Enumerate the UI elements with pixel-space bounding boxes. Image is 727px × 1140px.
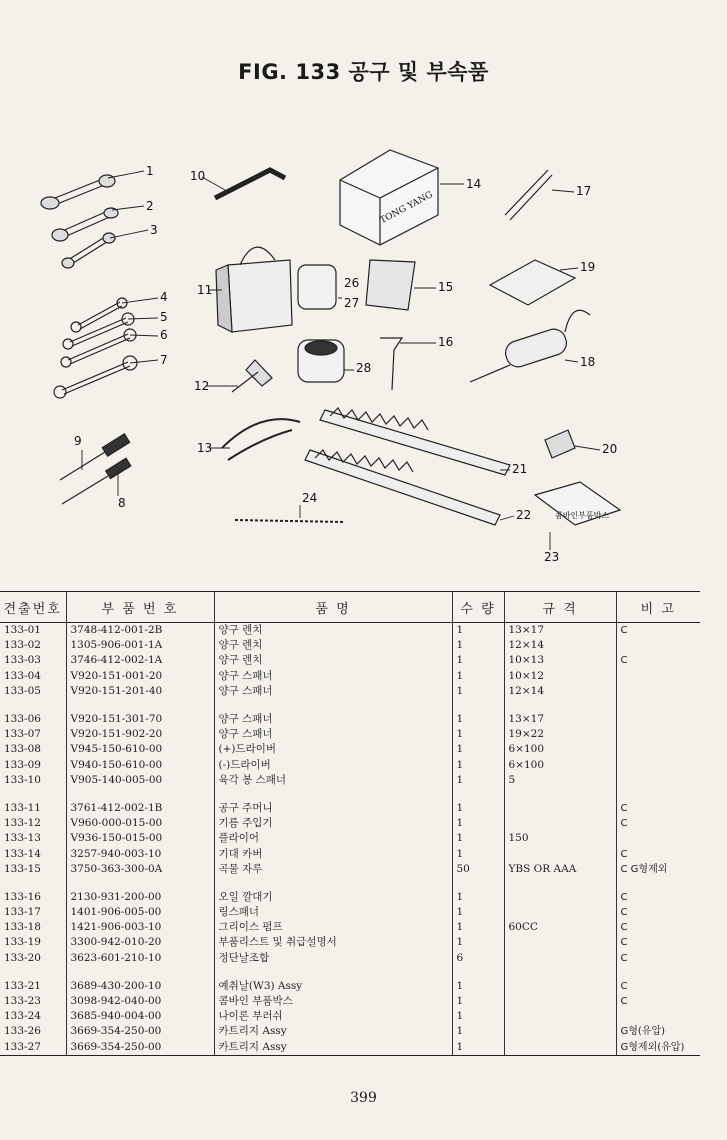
ref-no-cell: 133-17: [4, 906, 41, 919]
ref-no-cell: 133-19: [4, 936, 41, 949]
table-row: [0, 816, 700, 831]
part-no-cell: V936-150-015-00: [66, 831, 214, 846]
ref-no-cell: 133-06: [4, 713, 41, 726]
table-header-row: [0, 592, 700, 623]
table-row: [0, 1009, 700, 1024]
qty-cell: 1: [452, 712, 504, 727]
table-row: [0, 801, 700, 816]
svg-text:17: 17: [576, 184, 592, 198]
part-no-cell: V940-150-610-00: [66, 758, 214, 773]
svg-text:15: 15: [438, 280, 454, 294]
svg-text:5: 5: [160, 310, 168, 324]
spec-cell: 150: [504, 831, 616, 846]
part-name-cell: 공구 주머니: [214, 801, 452, 816]
remarks-cell: [616, 758, 700, 773]
spec-cell: [504, 951, 616, 966]
part-no-cell: 3669-354-250-00: [66, 1040, 214, 1056]
exploded-parts-diagram: [0, 120, 727, 580]
svg-text:27: 27: [344, 296, 360, 310]
spec-cell: 6×100: [504, 742, 616, 757]
col-part-name: 품 명: [214, 592, 452, 623]
svg-text:8: 8: [118, 496, 126, 510]
parts-table: [0, 591, 700, 1056]
part-no-cell: 2130-931-200-00: [66, 890, 214, 905]
part-name-cell: 양구 스패너: [214, 669, 452, 684]
ref-no-cell: 133-11: [4, 801, 41, 814]
part-name-cell: 예취날(W3) Assy: [214, 979, 452, 994]
ref-no-cell: 133-16: [4, 890, 41, 903]
qty-cell: 1: [452, 773, 504, 788]
part-name-cell: 그리이스 펌프: [214, 920, 452, 935]
part-no-cell: 3750-363-300-0A: [66, 862, 214, 877]
col-qty: 수 량: [452, 592, 504, 623]
part-no-cell: V920-151-301-70: [66, 712, 214, 727]
table-row: [0, 623, 700, 639]
part-name-cell: 양구 렌치: [214, 653, 452, 668]
remarks-cell: G형제외(유압): [616, 1040, 700, 1056]
remarks-cell: [616, 773, 700, 788]
table-row: [0, 1040, 700, 1056]
spec-cell: 10×13: [504, 653, 616, 668]
remarks-cell: C: [616, 951, 700, 966]
table-row: [0, 684, 700, 699]
svg-text:13: 13: [197, 441, 213, 455]
part-name-cell: 육각 봉 스패너: [214, 773, 452, 788]
svg-text:16: 16: [438, 335, 454, 349]
remarks-cell: [616, 1009, 700, 1024]
ref-no-cell: 133-10: [4, 773, 41, 786]
svg-text:10: 10: [190, 169, 206, 183]
part-no-cell: 3300-942-010-20: [66, 935, 214, 950]
ref-no-cell: 133-14: [4, 847, 41, 860]
spec-cell: 6×100: [504, 758, 616, 773]
svg-text:20: 20: [602, 442, 618, 456]
qty-cell: 50: [452, 862, 504, 877]
qty-cell: 1: [452, 1024, 504, 1039]
spec-cell: [504, 1024, 616, 1039]
col-ref-no: 견출번호: [0, 592, 66, 623]
spec-cell: 19×22: [504, 727, 616, 742]
qty-cell: 1: [452, 801, 504, 816]
table-row: [0, 1024, 700, 1039]
remarks-cell: [616, 669, 700, 684]
part-no-cell: 3748-412-001-2B: [66, 623, 214, 639]
svg-text:22: 22: [516, 508, 532, 522]
table-row: [0, 935, 700, 950]
part-name-cell: 콤바인 부품박스: [214, 994, 452, 1009]
svg-text:2: 2: [146, 199, 154, 213]
spec-cell: [504, 890, 616, 905]
group-spacer: [0, 788, 700, 801]
table-row: [0, 638, 700, 653]
parts-illustration: [0, 120, 727, 580]
grain-bag-icon: [366, 260, 415, 310]
qty-cell: 1: [452, 758, 504, 773]
svg-text:12: 12: [194, 379, 210, 393]
table-row: [0, 742, 700, 757]
part-name-cell: 정단날조합: [214, 951, 452, 966]
svg-text:1: 1: [146, 164, 154, 178]
part-name-cell: 양구 스패너: [214, 712, 452, 727]
part-no-cell: V905-140-005-00: [66, 773, 214, 788]
pouch-label: 콤바인부품박스: [555, 511, 610, 520]
table-row: [0, 994, 700, 1009]
qty-cell: 1: [452, 846, 504, 861]
qty-cell: 1: [452, 684, 504, 699]
ref-no-cell: 133-01: [4, 624, 41, 637]
qty-cell: 1: [452, 890, 504, 905]
part-name-cell: 카트리지 Assy: [214, 1040, 452, 1056]
qty-cell: 1: [452, 1009, 504, 1024]
ref-no-cell: 133-04: [4, 669, 41, 682]
ref-no-cell: 133-12: [4, 817, 41, 830]
qty-cell: 1: [452, 935, 504, 950]
qty-cell: 1: [452, 920, 504, 935]
table-row: [0, 862, 700, 877]
group-spacer: [0, 699, 700, 712]
hex-key-icon: [215, 170, 285, 198]
part-no-cell: 3685-940-004-00: [66, 1009, 214, 1024]
box-wrench-icons: [41, 175, 118, 268]
spec-cell: [504, 905, 616, 920]
part-no-cell: 3623-601-210-10: [66, 951, 214, 966]
spec-cell: [504, 846, 616, 861]
remarks-cell: [616, 727, 700, 742]
svg-text:3: 3: [150, 223, 158, 237]
ref-no-cell: 133-18: [4, 921, 41, 934]
table-row: [0, 951, 700, 966]
part-no-cell: V920-151-902-20: [66, 727, 214, 742]
qty-cell: 6: [452, 951, 504, 966]
remarks-cell: [616, 831, 700, 846]
svg-text:21: 21: [512, 462, 528, 476]
svg-text:24: 24: [302, 491, 318, 505]
ref-no-cell: 133-23: [4, 995, 41, 1008]
part-name-cell: 양구 스패너: [214, 727, 452, 742]
part-no-cell: 1421-906-003-10: [66, 920, 214, 935]
table-row: [0, 831, 700, 846]
part-no-cell: V960-000-015-00: [66, 816, 214, 831]
qty-cell: 1: [452, 669, 504, 684]
part-name-cell: 기름 주입기: [214, 816, 452, 831]
qty-cell: 1: [452, 994, 504, 1009]
part-no-cell: 1401-906-005-00: [66, 905, 214, 920]
ring-spanner-icon: [505, 170, 552, 220]
open-spanner-icons: [54, 298, 137, 398]
funnel-icon: [380, 338, 402, 390]
part-name-cell: 플라이어: [214, 831, 452, 846]
part-name-cell: 링스패너: [214, 905, 452, 920]
cutter-bar-icons: [305, 408, 510, 525]
table-row: [0, 712, 700, 727]
spec-cell: 13×17: [504, 712, 616, 727]
remarks-cell: C: [616, 816, 700, 831]
part-name-cell: 곡물 자루: [214, 862, 452, 877]
ref-no-cell: 133-02: [4, 639, 41, 652]
spec-cell: [504, 935, 616, 950]
qty-cell: 1: [452, 905, 504, 920]
qty-cell: 1: [452, 653, 504, 668]
ref-no-cell: 133-27: [0, 1040, 66, 1056]
part-no-cell: 3257-940-003-10: [66, 846, 214, 861]
spec-cell: 12×14: [504, 638, 616, 653]
svg-text:18: 18: [580, 355, 596, 369]
part-name-cell: 기대 카버: [214, 846, 452, 861]
spec-cell: 60CC: [504, 920, 616, 935]
remarks-cell: C: [616, 623, 700, 639]
oiler-icon: [232, 360, 272, 392]
ref-no-cell: 133-20: [4, 951, 41, 964]
part-name-cell: 나이론 부러쉬: [214, 1009, 452, 1024]
remarks-cell: C G형제외: [616, 862, 700, 877]
remarks-cell: G형(유압): [616, 1024, 700, 1039]
svg-text:19: 19: [580, 260, 596, 274]
screwdriver-icons: [60, 434, 131, 504]
qty-cell: 1: [452, 623, 504, 639]
ref-no-cell: 133-07: [4, 728, 41, 741]
part-name-cell: (+)드라이버: [214, 742, 452, 757]
box-label: TONG YANG: [378, 190, 435, 227]
remarks-cell: C: [616, 905, 700, 920]
part-no-cell: V920-151-201-40: [66, 684, 214, 699]
spec-cell: YBS OR AAA: [504, 862, 616, 877]
part-no-cell: 3098-942-040-00: [66, 994, 214, 1009]
spec-cell: [504, 1040, 616, 1056]
part-no-cell: 3746-412-002-1A: [66, 653, 214, 668]
svg-text:4: 4: [160, 290, 168, 304]
part-name-cell: 양구 렌치: [214, 623, 452, 639]
figure-title: FIG. 133 공구 및 부속품: [238, 60, 489, 84]
part-name-cell: 양구 렌치: [214, 638, 452, 653]
part-no-cell: V945-150-610-00: [66, 742, 214, 757]
remarks-cell: C: [616, 653, 700, 668]
qty-cell: 1: [452, 979, 504, 994]
remarks-cell: C: [616, 994, 700, 1009]
spec-cell: [504, 801, 616, 816]
tool-bag-icon: [216, 247, 292, 332]
svg-text:26: 26: [344, 276, 360, 290]
part-no-cell: V920-151-001-20: [66, 669, 214, 684]
part-no-cell: 3689-430-200-10: [66, 979, 214, 994]
ref-no-cell: 133-13: [4, 832, 41, 845]
svg-text:28: 28: [356, 361, 372, 375]
table-row: [0, 890, 700, 905]
table-row: [0, 669, 700, 684]
svg-text:14: 14: [466, 177, 482, 191]
ref-no-cell: 133-09: [4, 758, 41, 771]
spec-cell: [504, 816, 616, 831]
manual-icon: [490, 260, 575, 305]
table-row: [0, 727, 700, 742]
spec-cell: 12×14: [504, 684, 616, 699]
remarks-cell: C: [616, 979, 700, 994]
remarks-cell: [616, 742, 700, 757]
qty-cell: 1: [452, 831, 504, 846]
remarks-cell: C: [616, 890, 700, 905]
remarks-cell: [616, 684, 700, 699]
spec-cell: 13×17: [504, 623, 616, 639]
remarks-cell: C: [616, 920, 700, 935]
qty-cell: 1: [452, 727, 504, 742]
table-row: [0, 920, 700, 935]
remarks-cell: [616, 712, 700, 727]
part-name-cell: 카트리지 Assy: [214, 1024, 452, 1039]
qty-cell: 1: [452, 1040, 504, 1056]
table-row: [0, 758, 700, 773]
remarks-cell: C: [616, 846, 700, 861]
grease-pump-icon: [470, 310, 590, 382]
col-remarks: 비 고: [616, 592, 700, 623]
svg-text:9: 9: [74, 434, 82, 448]
group-spacer: [0, 877, 700, 890]
group-spacer: [0, 966, 700, 979]
svg-text:11: 11: [197, 283, 213, 297]
spec-cell: [504, 1009, 616, 1024]
knife-section-icon: [545, 430, 575, 458]
spec-cell: [504, 994, 616, 1009]
part-no-cell: 3669-354-250-00: [66, 1024, 214, 1039]
part-name-cell: (-)드라이버: [214, 758, 452, 773]
parts-pouch-icon: [535, 482, 620, 525]
remarks-cell: [616, 638, 700, 653]
part-no-cell: 3761-412-002-1B: [66, 801, 214, 816]
svg-text:23: 23: [544, 550, 560, 564]
table-row: [0, 846, 700, 861]
svg-text:6: 6: [160, 328, 168, 342]
spec-cell: [504, 979, 616, 994]
col-part-no: 부 품 번 호: [66, 592, 214, 623]
ref-no-cell: 133-03: [4, 654, 41, 667]
ref-no-cell: 133-24: [4, 1010, 41, 1023]
part-name-cell: 부품리스트 및 취급설명서: [214, 935, 452, 950]
qty-cell: 1: [452, 638, 504, 653]
table-row: [0, 773, 700, 788]
qty-cell: 1: [452, 742, 504, 757]
parts-box-icon: [340, 150, 438, 245]
ref-no-cell: 133-26: [4, 1025, 41, 1038]
col-spec: 규 격: [504, 592, 616, 623]
ref-no-cell: 133-05: [4, 684, 41, 697]
table-row: [0, 653, 700, 668]
ref-no-cell: 133-15: [4, 862, 41, 875]
part-name-cell: 양구 스패너: [214, 684, 452, 699]
remarks-cell: C: [616, 935, 700, 950]
pliers-icon: [222, 419, 300, 460]
remarks-cell: C: [616, 801, 700, 816]
ref-no-cell: 133-21: [4, 979, 41, 992]
spec-cell: 10×12: [504, 669, 616, 684]
cartridge-icons: [298, 265, 344, 382]
part-name-cell: 오일 깔대기: [214, 890, 452, 905]
ref-no-cell: 133-08: [4, 743, 41, 756]
svg-text:7: 7: [160, 353, 168, 367]
part-no-cell: 1305-906-001-1A: [66, 638, 214, 653]
table-row: [0, 905, 700, 920]
nylon-brush-icon: [235, 520, 345, 522]
spec-cell: 5: [504, 773, 616, 788]
qty-cell: 1: [452, 816, 504, 831]
page-number: 399: [350, 1090, 377, 1106]
table-row: [0, 979, 700, 994]
